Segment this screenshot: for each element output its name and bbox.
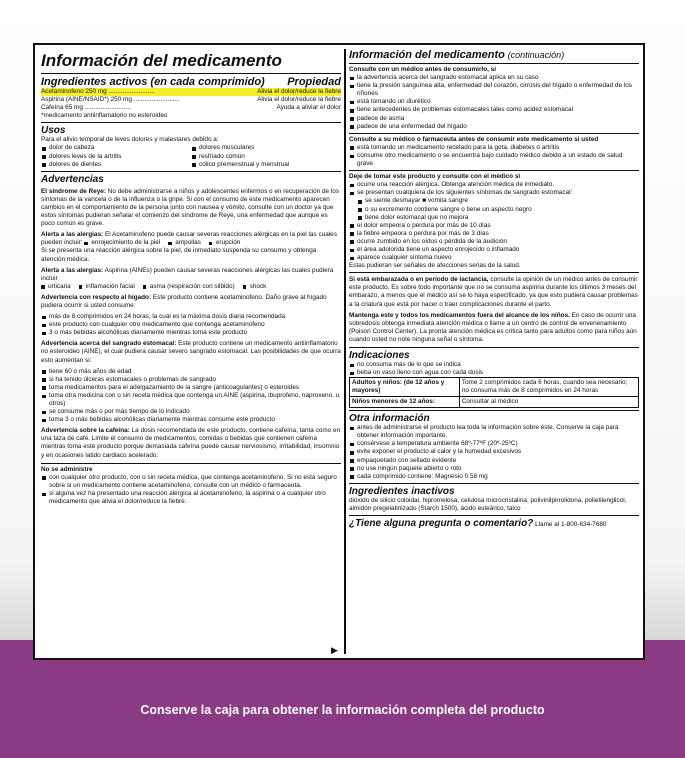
list-item: dolores leves de la artritis — [41, 153, 191, 161]
list-item: tiene la presión sanguínea alta, enfermedad del corazón, cirrosis del hígado o enfermedad de los riñones — [349, 82, 639, 98]
inact-text: dióxido de silicio coloidal, hipromelosa, celulosa microcristalina, polivinilpirrolidona, polietilenglicol, almidón pregelatinizado (Starch 1500), ácido esteárico, talco — [349, 496, 627, 512]
otra-list — [349, 424, 639, 481]
list-item: 3 o más bebidas alcohólicas diariamente mientras toma este producto — [41, 329, 341, 337]
list-item: cólico premenstrual y menstrual — [191, 161, 341, 169]
list-item: consume otro medicamento o se encuentra bajo cuidado médico debido a un estado de salud grave — [349, 152, 639, 168]
list-item: aparece cualquier síntoma nuevo — [349, 254, 639, 262]
question-title: ¿Tiene alguna pregunta o comentario? — [349, 518, 534, 530]
list-item: beba un vaso lleno con agua con cada dosis — [349, 369, 639, 377]
list-item: dolores musculares — [191, 144, 341, 152]
inline-item: erupción — [209, 239, 241, 247]
list-item: evite exponer el producto al calor y la humedad excesivos — [349, 448, 639, 456]
dose-row: Niños menores de 12 años: Consultar al médico — [350, 397, 639, 408]
ingredient-row: Acetaminofeno 250 mg .......................... Alivia el dolor/reduce la fiebre — [41, 88, 341, 95]
list-item: está tomando un diurético — [349, 98, 639, 106]
list-item: cada comprimido contiene: Magnesio 0.58 mg — [349, 473, 639, 481]
ing-note: *medicamento antiinflamatorio no esteroideo — [41, 112, 168, 120]
consult-title: Consulte con un médico antes de consumirlo, si — [349, 66, 497, 73]
ingredient-row: Aspirina (AINE/NSAID*) 250 mg .......................... Alivia el dolor/reduce la fiebre — [41, 96, 341, 104]
usos-title: Usos — [41, 125, 66, 137]
pregnancy-warning: Si está embarazada o en período de lactancia, consulte la opinión de un médico antes de consumir este producto. Es sobre todo importante que no se consuma aspirina durante los últimos 3 meses del embarazo, a menos que el médico así se lo haya especificado, ya que esto pudiera causar problemas a la criatura que está por nacer o traer complicaciones durante el parto. — [349, 276, 638, 308]
list-item: más de 8 comprimidos en 24 horas, la cual es la máxima dosis diaria recomendada — [41, 313, 341, 321]
list-item: este producto con cualquier otro medicamento que contenga acetaminofeno — [41, 321, 341, 329]
list-item: el dolor empeora o perdura por más de 10 días — [349, 222, 639, 230]
list-item: si alguna vez ha presentado una reacción alérgica al acetaminofeno, la aspirina o a cualquier otro medicamento que alivia el dolor/reduce la fiebre. — [41, 490, 341, 506]
stop-title: Deje de tomar este producto y consulte con el médico si — [349, 173, 521, 181]
list-item: la fiebre empeora o perdura por más de 3 días — [349, 230, 639, 238]
no-adm-list — [41, 474, 341, 506]
allergy-warning-1: Alerta a las alergias: El Acetaminofeno puede causar severas reacciones alérgicas en la piel las cuales pueden incluir: enrojecimiento de la piel ampollas erupción Si se presenta una reacción alérgica sobre la piel, de inmediato suspenda su consumo y obtenga atención médica. — [41, 231, 337, 263]
no-adm-title: No se administre — [41, 465, 93, 473]
pharm-title: Consulte a su médico o farmaceuta antes de consumir este medicamento si usted — [349, 135, 599, 143]
list-item: se siente desmayar ■ vomita sangre — [349, 197, 639, 205]
list-item: padece de asma — [349, 115, 639, 123]
ing-header: Ingredientes activos (en cada comprimido) — [41, 76, 265, 88]
inline-item: asma (respiración con silbido) — [143, 283, 235, 291]
stop-note: Estas pudieran ser señales de afecciones serias de la salud. — [349, 262, 521, 270]
ingredient-list — [41, 88, 341, 112]
ind-list — [349, 361, 639, 377]
footer-text: Conserve la caja para obtener la información completa del producto — [140, 703, 545, 717]
list-item: o su excremento contiene sangre o tiene un aspecto negro — [349, 206, 639, 214]
list-item: la advertencia acerca del sangrado estomacal aplica en su caso — [349, 74, 639, 82]
inact-title: Ingredientes inactivos — [349, 485, 455, 497]
dose-table — [349, 377, 639, 408]
list-item: si ha tenido úlceras estomacales o problemas de sangrado — [41, 376, 341, 384]
list-item: antes de administrarse el producto lea toda la información sobre éste. Conserve la caja para obtener información importante. — [349, 424, 639, 440]
inline-item: shock — [243, 283, 267, 291]
inline-item: inflamación facial — [79, 283, 135, 291]
keep-away-warning: Mantenga este y todos los medicamentos fuera del alcance de los niños. En caso de ocurrir una sobredosis obtenga inmediata atención médica o llame a un centro de control de envenenamiento (Poison Control Center). La pronta atención médica es crítica tanto para adultos como para niños aún cuando usted no note ninguna señal o síntoma. — [349, 311, 637, 343]
right-column: Información del medicamento (continuación) Consulte con un médico antes de consumirlo, si la advertencia acerca del sangrado estomacal aplica en su caso tiene la presión sanguínea alta, enfermedad del corazón, cirrosis del hígado o enfermedad de los riñones está tomando un diurético tiene antecedentes de problemas estomacales tales como acidez estomacal padece de asma padece de una enfermedad del hígado Consulte a su médico o farmaceuta antes de consumir este medicamento si usted está tomando un medicamento recetado para la gota, diabetes o artritis consume otro medicamento o se encuentra bajo cuidado médico debido a un estado de salud grave Deje de tomar este producto y consulte con el médico si ocurre una reacción alérgica. Obtenga atención médica de inmediato. se presentan cualquiera de los siguientes síntomas de sangrado estomacal: se siente desmayar ■ vomita sangre o su excremento contiene sangre o tiene un aspecto negro tiene dolor estomacal que no mejora el dolor empeora o perdura por más de 10 días la fiebre empeora o perdura por más de 3 días ocurre zumbido en los oídos o pérdida de la audición el área adolorida tiene un aspecto enrojecido o inflamado aparece cualquier síntoma nuevo Estas pudieran ser señales de afecciones serias de la salud. Si está embarazada o en período de lactancia, consulte la opinión de un médico antes de consumir este producto. Es sobre todo importante que no se consuma aspirina durante los últimos 3 meses del embarazo, a menos que el médico así se lo haya especificado, ya que esto pudiera causar problemas a la criatura que está por nacer o traer complicaciones durante el parto. Mantenga este y todos los medicamentos fuera del alcance de los niños. En caso de ocurrir una sobredosis obtenga inmediata atención médica o llame a un centro de control de envenenamiento (Poison Control Center). La pronta atención médica es crítica tanto para adultos como para niños aún cuando usted no note ninguna señal o síntoma. Indicaciones no consuma más de lo que se indica beba un vaso lleno con agua con cada dosis Adultos y niños: (de 12 años y mayores) Tome 2 comprimidos cada 6 horas, cuando sea necesario; no consuma más de 8 comprimidos en 24 horas Niños menores de 12 años: Consultar al médico Otra información antes de administrarse el producto lea toda la información sobre éste. Conserve la caja para obtener información importante. consérvese a temperatura ambiente 68º-77ºF (20º-25ºC) evite exponer el producto al calor y la humedad excesivos empaquetado con sellado evidente no use ningún paquete abierto o roto cada comprimido contiene: Magnesio 0.58 mg Ingredientes inactivos dióxido de silicio coloidal, hipromelosa, celulosa microcristalina, polivinilpirrolidona, polietilenglicol, almidón pregelatinizado (Starch 1500), ácido esteárico, talco ¿Tiene alguna pregunta o comentario? Llame al 1-800-634-7680 — [349, 49, 638, 530]
list-item: consérvese a temperatura ambiente 68º-77ºF (20º-25ºC) — [349, 440, 639, 448]
list-item: tiene dolor estomacal que no mejora — [349, 214, 639, 222]
list-item: dolores de dientes — [41, 161, 191, 169]
list-item: ocurre zumbido en los oídos o pérdida de la audición — [349, 238, 639, 246]
continue-arrow-icon: ▶ — [331, 645, 338, 655]
list-item: no use ningún paquete abierto o roto — [349, 465, 639, 473]
list-item: está tomando un medicamento recetado para la gota, diabetes o artritis — [349, 144, 639, 152]
left-column — [41, 49, 341, 654]
list-item: toma otra medicina con o sin receta médica que contenga un AINE (aspirina, ibuprofeno, naproxeno, u otros) — [41, 392, 341, 408]
column-divider — [344, 49, 346, 654]
ing-prop: Propiedad — [287, 76, 341, 88]
otra-title: Otra información — [349, 413, 430, 425]
dose-row: Adultos y niños: (de 12 años y mayores) Tome 2 comprimidos cada 6 horas, cuando sea necesario; no consuma más de 8 comprimidos en 24 horas — [350, 378, 639, 397]
allergy-warning-2: Alerta a las alergias: Aspirina (AINEs) pueden causar severas reacciones alérgicas las cuales pudiera incluir urticaria inflamación facial asma (respiración con silbido) shock — [41, 266, 334, 290]
list-item: toma 3 o más bebidas alcohólicas diariamente mientras consume este producto — [41, 416, 341, 424]
list-item: ocurre una reacción alérgica. Obtenga atención médica de inmediato. — [349, 181, 639, 189]
reye-warning: El síndrome de Reye: No debe administrarse a niños y adolescentes enfermos o en recuperación de los síntomas de la varicela o de la influenza o la gripe. Si con el consumo de este medicamento aparecen cambios en el comportamiento de la persona junto con nausea y vómito, consulte con un doctor ya que estos síntomas pudieran señalar el comienzo del síndrome de Reye, una enfermedad que aunque es poco común es grave. — [41, 187, 340, 228]
inline-item: ampollas — [168, 239, 201, 247]
list-item: con cualquier otro producto, con o sin receta médica, que contenga acetaminofeno. Si no está seguro sobre si un medicamento contiene acetaminofeno, consulte con un médico o farmaceuta. — [41, 474, 341, 490]
stop-list — [349, 181, 639, 262]
pharm-list — [349, 144, 639, 168]
list-item: empaquetado con sellado evidente — [349, 457, 639, 465]
usos-list — [41, 144, 341, 168]
liver-list — [41, 313, 341, 337]
inline-item: urticaria — [41, 283, 71, 291]
list-item: padece de una enfermedad del hígado — [349, 123, 639, 131]
list-item: no consuma más de lo que se indica — [349, 361, 639, 369]
liver-warning: Advertencia con respecto al hígado: Este producto contiene acetaminofeno. Daño grave al hígado pudiera ocurrir si usted consume: — [41, 293, 327, 309]
list-item: dolor de cabeza — [41, 144, 191, 152]
adv-title: Advertencias — [41, 173, 104, 185]
inline-item: enrojecimiento de la piel — [84, 239, 160, 247]
bleeding-warning: Advertencia acerca del sangrado estomacal: Este producto contiene un medicamento antiinflamatorio no esteroideo (AINE), el cual pudiera causar severo sangrado estomacal. Las posibilidades de que ocurra esto aumentan si: — [41, 340, 341, 364]
right-title: Información del medicamento — [349, 49, 505, 61]
ind-title: Indicaciones — [349, 350, 410, 361]
caffeine-warning: Advertencia sobre la cafeína: La dosis recomendada de este producto, contiene cafeína, tanta como en una taza de café. Limite el consumo de medicamentos, comidas o bebidas que contienen cafeína mientras toma este producto porque demasiada cafeína puede causar nerviosismo, irritabilidad, insomnio y en ocasiones latido cardiaco acelerado. — [41, 427, 341, 459]
consult-list — [349, 74, 639, 131]
left-title: Información del medicamento — [41, 51, 282, 70]
phone-text: Llame al 1-800-634-7680 — [535, 521, 607, 529]
list-item: se consume más o por más tiempo de lo indicado — [41, 408, 341, 416]
list-item: toma medicamentos para el adelgazamiento de la sangre (anticoagulantes) o esteroides — [41, 384, 341, 392]
drug-facts-label — [33, 43, 645, 660]
list-item: tiene 60 o más años de edad — [41, 368, 341, 376]
ingredient-row: Cafeína 65 mg .......................... Ayuda a aliviar el dolor — [41, 104, 341, 112]
bleeding-list — [41, 368, 341, 425]
list-item: se presentan cualquiera de los siguientes síntomas de sangrado estomacal: — [349, 189, 639, 197]
list-item: tiene antecedentes de problemas estomacales tales como acidez estomacal — [349, 106, 639, 114]
list-item: el área adolorida tiene un aspecto enrojecido o inflamado — [349, 246, 639, 254]
usos-intro: Para el alivio temporal de leves dolores y malestares debido a: — [41, 136, 219, 144]
list-item: resfriado común — [191, 153, 341, 161]
